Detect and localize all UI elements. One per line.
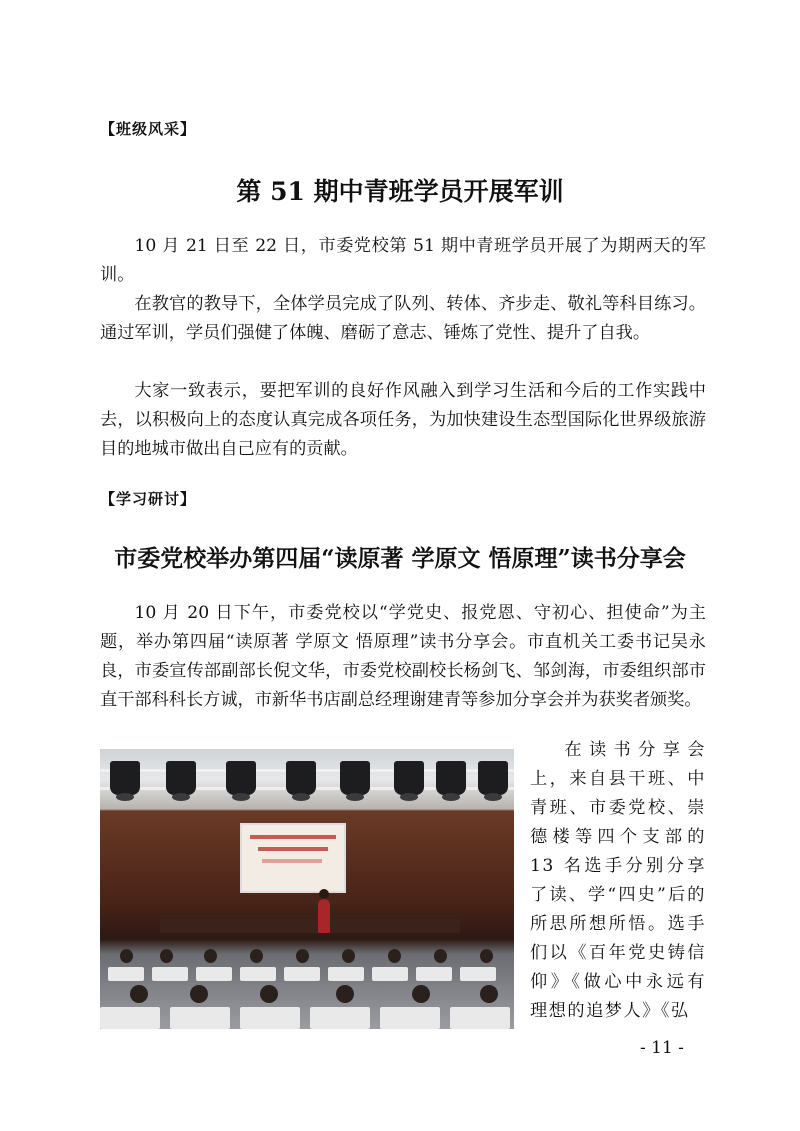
- paragraph-reading-session-intro: 10 月 20 日下午，市委党校以“学党史、报党恩、守初心、担使命”为主题，举办第四届“读原著 学原文 悟原理”读书分享会。市直机关工委书记吴永良，市委宣传部副部长倪文华，市委党校副校长杨剑飞、邹剑海，市委组织部市直干部科科长方诚，市新华书店副总经理谢建青等参加分享会并为获奖者颁奖。: [100, 603, 706, 710]
- article-title-reading-session: 市委党校举办第四届“读原著 学原文 悟原理”读书分享会: [114, 545, 686, 572]
- section-tag-study-research: 【学习研讨】: [100, 490, 197, 508]
- paragraph-training-outcome: 大家一致表示，要把军训的良好作风融入到学习生活和今后的工作实践中去，以积极向上的态度认真完成各项任务，为加快建设生态型国际化世界级旅游目的地城市做出自己应有的贡献。: [100, 381, 706, 459]
- paragraph-training-dates: 10 月 21 日至 22 日，市委党校第 51 期中青班学员开展了为期两天的军训。: [100, 236, 706, 285]
- article-title-military-training: 第 51 期中青班学员开展军训: [236, 177, 564, 206]
- section-tag-class-style: 【班级风采】: [100, 120, 197, 138]
- reading-session-photo: [100, 749, 514, 1029]
- paragraph-training-content: 在教官的教导下，全体学员完成了队列、转体、齐步走、敬礼等科目练习。通过军训，学员们强健了体魄、磨砺了意志、锤炼了党性、提升了自我。: [100, 294, 706, 343]
- paragraph-reading-session-details: 在读书分享会上，来自县干班、中青班、市委党校、崇德楼等四个支部的 13 名选手分别分享了读、学“四史”后的所思所想所悟。选手们以《百年党史铸信仰》《做心中永远有理想的追梦人》《弘: [530, 740, 706, 1021]
- page-number: - 11 -: [640, 1038, 684, 1058]
